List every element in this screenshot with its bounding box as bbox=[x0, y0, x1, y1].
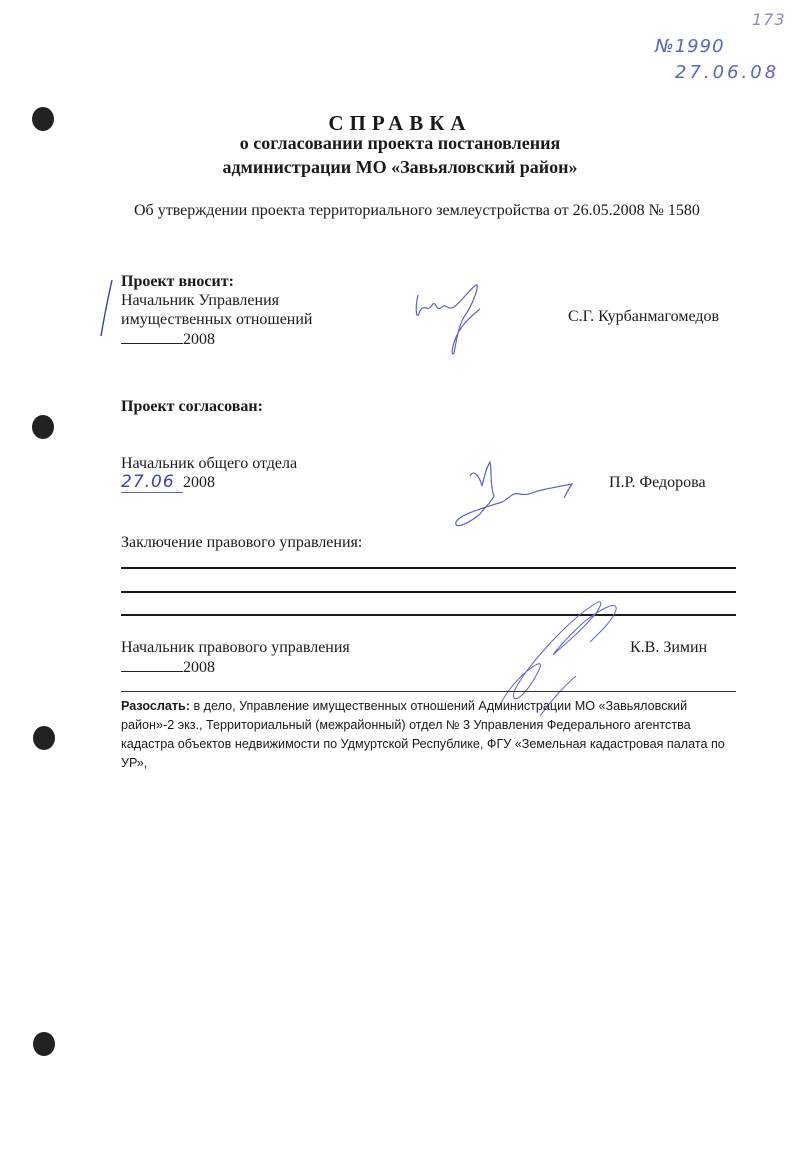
introduced-by-block bbox=[121, 272, 313, 349]
introduced-by-date bbox=[121, 329, 313, 349]
legal-name: К.В. Зимин bbox=[630, 639, 708, 656]
divider bbox=[121, 691, 736, 692]
document-subject: Об утверждении проекта территориального землеустройства от 26.05.2008 № 1580 bbox=[134, 202, 700, 219]
distribution-list bbox=[121, 697, 739, 773]
document-subtitle: администрации МО «Завьяловский район» bbox=[222, 157, 578, 177]
punch-hole bbox=[33, 726, 55, 750]
legal-conclusion-label: Заключение правового управления: bbox=[121, 534, 363, 551]
distribution-label: Разослать: bbox=[121, 699, 190, 713]
distribution-text: в дело, Управление имущественных отношений Администрации МО «Завьяловский район»-2 экз., Территориальный (межрайонный) отдел № 3 Управления Федерального агентства кадастра объектов недвижимости по Удмуртской Республике, ФГУ «Земельная кадастровая палата по УР», bbox=[121, 699, 725, 770]
document-title: СПРАВКА bbox=[328, 111, 472, 135]
approved-position: Начальник общего отдела bbox=[121, 455, 298, 472]
approved-label: Проект согласован: bbox=[121, 398, 263, 415]
introduced-by-position: Начальник Управления bbox=[121, 292, 279, 309]
punch-hole bbox=[32, 415, 54, 439]
legal-date bbox=[121, 657, 215, 677]
page-number: 173 bbox=[752, 10, 786, 29]
signature bbox=[410, 283, 500, 358]
conclusion-line bbox=[121, 591, 736, 593]
date-year: 2008 bbox=[183, 331, 215, 348]
registration-date: 27.06.08 bbox=[675, 62, 780, 83]
punch-hole bbox=[33, 1032, 55, 1056]
approved-date bbox=[121, 473, 215, 493]
introduced-by-position: имущественных отношений bbox=[121, 311, 313, 328]
date-year: 2008 bbox=[183, 659, 215, 676]
introduced-by-name: С.Г. Курбанмагомедов bbox=[568, 308, 720, 325]
signature bbox=[450, 458, 590, 538]
document-subtitle: о согласовании проекта постановления bbox=[239, 133, 561, 153]
conclusion-line bbox=[121, 614, 736, 616]
introduced-by-label: Проект вносит: bbox=[121, 273, 234, 290]
legal-position: Начальник правового управления bbox=[121, 639, 350, 656]
date-blank bbox=[121, 329, 183, 344]
date-year: 2008 bbox=[183, 474, 215, 491]
registration-number: №1990 bbox=[655, 36, 725, 57]
conclusion-line bbox=[121, 567, 736, 569]
handwritten-date: 27.06 bbox=[121, 473, 183, 493]
date-blank bbox=[121, 657, 183, 672]
approved-name: П.Р. Федорова bbox=[609, 474, 706, 491]
margin-mark bbox=[98, 278, 118, 338]
